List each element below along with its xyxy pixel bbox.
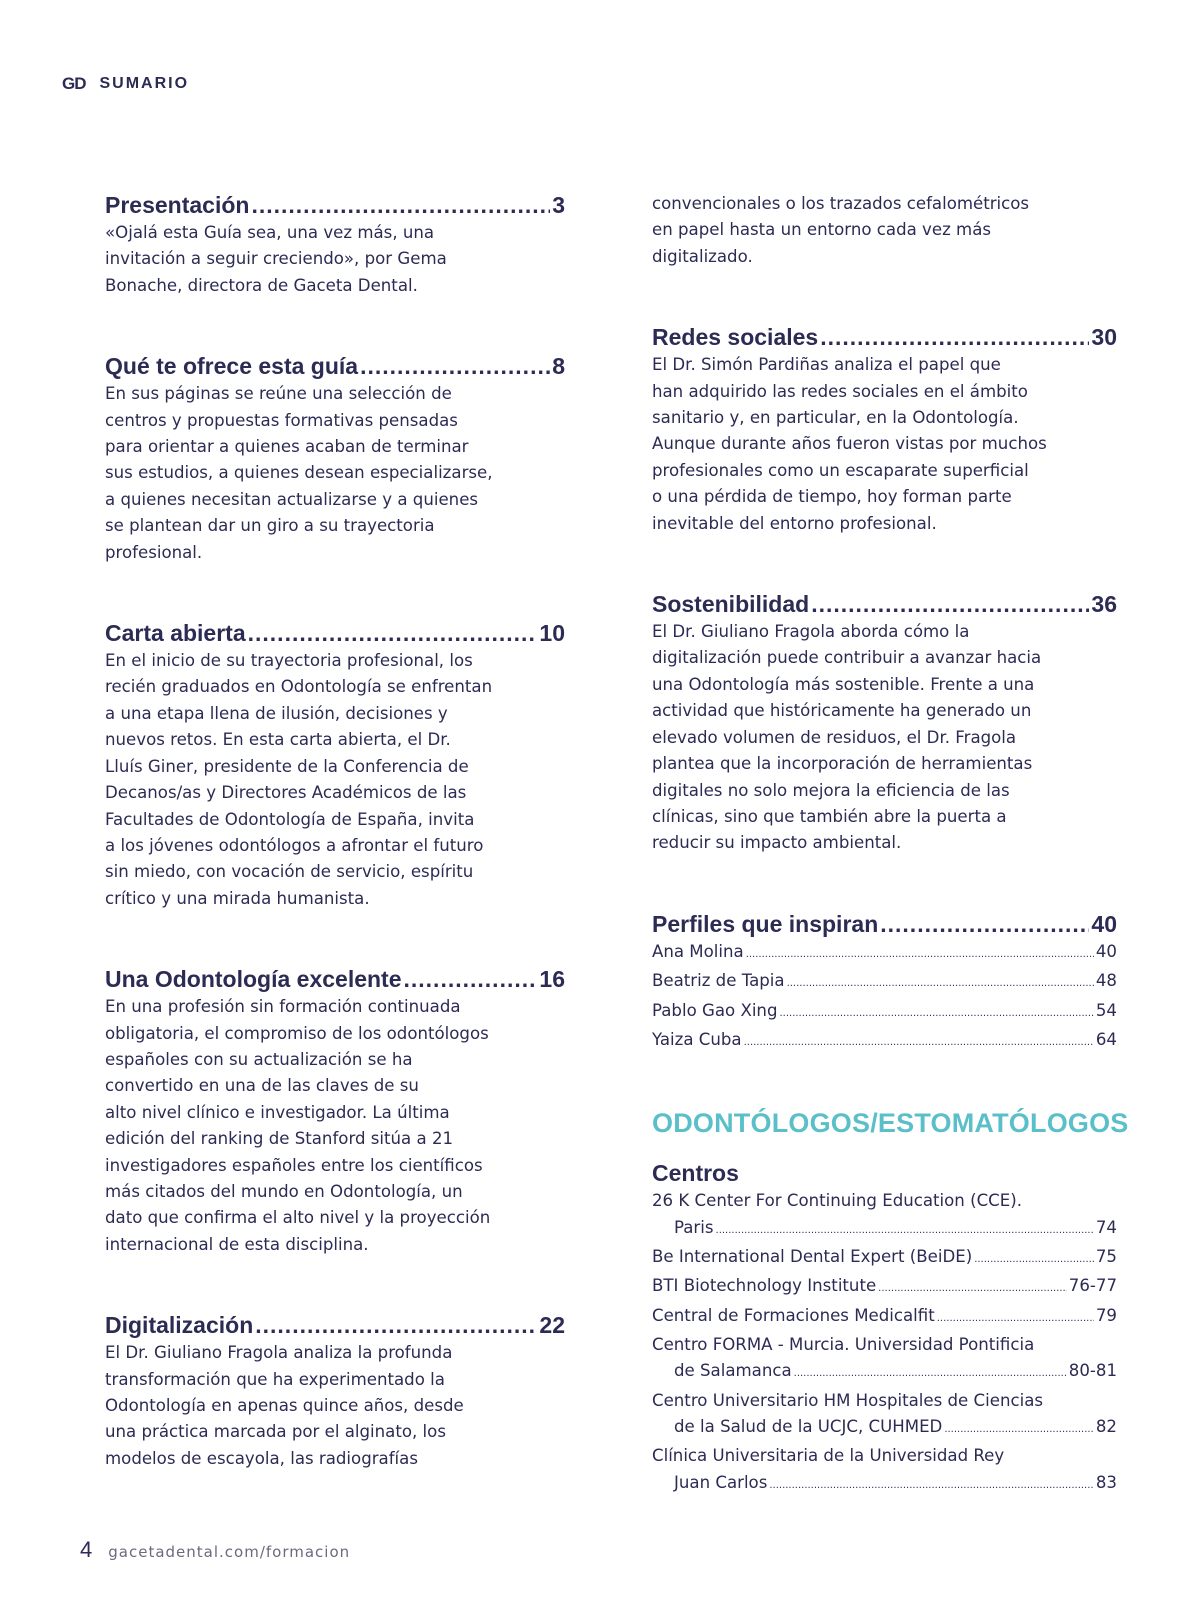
perfil-item[interactable]: Beatriz de Tapia ..... 48 bbox=[652, 968, 1117, 997]
entry-description: El Dr. Giuliano Fragola analiza la profunda transformación que ha experimentado la Odontología en apenas quince años, desde una práctica marcada por el alginato, los modelos de escayola, las radiografías bbox=[105, 1343, 464, 1468]
centros-title: Centros bbox=[652, 1160, 739, 1187]
perfil-item[interactable]: Pablo Gao Xing ..... 54 bbox=[652, 998, 1117, 1027]
right-column bbox=[652, 190, 1129, 1499]
entry-description: El Dr. Giuliano Fragola aborda cómo la digitalización puede contribuir a avanzar hacia una Odontología más sostenible. Frente a una actividad que históricamente ha generado un elevado volumen de residuos, el Dr. Fragola plantea que la incorporación de herramientas digitales no solo mejora la eficiencia de las clínicas, sino que también abre la puerta a reducir su impacto ambiental. bbox=[652, 622, 1042, 853]
centro-item-first-line[interactable]: 26 K Center For Continuing Education (CCE). bbox=[652, 1191, 1022, 1211]
toc-entry[interactable] bbox=[105, 1310, 565, 1472]
toc-entry[interactable] bbox=[105, 351, 565, 566]
entry-title[interactable]: Carta abierta ..... 10 bbox=[105, 618, 565, 648]
gd-logo: GD bbox=[62, 74, 86, 93]
toc-entry[interactable] bbox=[652, 322, 1117, 537]
entry-description: En el inicio de su trayectoria profesional, los recién graduados en Odontología se enfrentan a una etapa llena de ilusión, decisiones y nuevos retos. En esta carta abierta, el Dr. Lluís Giner, presidente de la Conferencia de Decanos/as y Directores Académicos de las Facultades de Odontología de España, invita a los jóvenes odontólogos a afrontar el futuro sin miedo, con vocación de servicio, espíritu crítico y una mirada humanista. bbox=[105, 651, 493, 908]
centro-item-first-line[interactable]: Centro Universitario HM Hospitales de Ciencias bbox=[652, 1390, 1044, 1410]
centro-item[interactable]: Central de Formaciones Medicalfit ..... 79 bbox=[652, 1303, 1117, 1332]
footer-url[interactable]: gacetadental.com/formacion bbox=[108, 1543, 351, 1561]
left-column bbox=[105, 190, 565, 1472]
centro-item[interactable]: de la Salud de la UCJC, CUHMED ..... 82 bbox=[652, 1414, 1117, 1443]
centro-item[interactable]: BTI Biotechnology Institute ..... 76-77 bbox=[652, 1273, 1117, 1302]
entry-description: «Ojalá esta Guía sea, una vez más, una invitación a seguir creciendo», por Gema Bonache, directora de Gaceta Dental. bbox=[105, 223, 447, 295]
entry-title[interactable]: Qué te ofrece esta guía ..... 8 bbox=[105, 351, 565, 381]
centro-item-first-line[interactable]: Centro FORMA - Murcia. Universidad Pontificia bbox=[652, 1335, 1035, 1355]
centros-list bbox=[652, 1188, 1117, 1499]
entry-description: En sus páginas se reúne una selección de centros y propuestas formativas pensadas para orientar a quienes acaban de terminar sus estudios, a quienes desean especializarse, a quienes necesitan actualizarse y a quienes se plantean dar un giro a su trayectoria profesional. bbox=[105, 384, 493, 562]
toc-entry[interactable] bbox=[105, 964, 565, 1258]
entry-description: El Dr. Simón Pardiñas analiza el papel que han adquirido las redes sociales en el ámbito sanitario y, en particular, en la Odontología. Aunque durante años fueron vistas por muchos profesionales como un escaparate superficial o una pérdida de tiempo, hoy forman parte inevitable del entorno profesional. bbox=[652, 355, 1047, 533]
toc-entry[interactable] bbox=[652, 589, 1117, 857]
page-number: 4 bbox=[80, 1537, 93, 1562]
entry-title[interactable]: Redes sociales ..... 30 bbox=[652, 322, 1117, 352]
odontologos-heading: ODONTÓLOGOS/ESTOMATÓLOGOS bbox=[652, 1108, 1129, 1139]
entry-title[interactable]: Digitalización ..... 22 bbox=[105, 1310, 565, 1340]
centro-item[interactable]: Be International Dental Expert (BeiDE) ..... 75 bbox=[652, 1244, 1117, 1273]
toc-entry[interactable] bbox=[105, 190, 565, 299]
page-footer bbox=[80, 1537, 350, 1563]
entry-title[interactable]: Presentación ..... 3 bbox=[105, 190, 565, 220]
entry-description-continuation: convencionales o los trazados cefalométricos en papel hasta un entorno cada vez más digitalizado. bbox=[652, 194, 1030, 266]
centro-item[interactable]: de Salamanca ..... 80-81 bbox=[652, 1358, 1117, 1387]
entry-title[interactable]: Perfiles que inspiran ..... 40 bbox=[652, 909, 1117, 939]
centro-item[interactable]: Paris ..... 74 bbox=[652, 1215, 1117, 1244]
toc-entry[interactable] bbox=[105, 618, 565, 912]
entry-title[interactable]: Sostenibilidad ..... 36 bbox=[652, 589, 1117, 619]
perfil-item[interactable]: Ana Molina ..... 40 bbox=[652, 939, 1117, 968]
entry-title[interactable]: Una Odontología excelente ..... 16 bbox=[105, 964, 565, 994]
entry-description: En una profesión sin formación continuada obligatoria, el compromiso de los odontólogos españoles con su actualización se ha convertido en una de las claves de su alto nivel clínico e investigador. La última edición del ranking de Stanford sitúa a 21 investigadores españoles entre los científicos más citados del mundo en Odontología, un dato que confirma el alto nivel y la proyección internacional de esta disciplina. bbox=[105, 997, 491, 1254]
page-header bbox=[62, 74, 189, 94]
section-label: SUMARIO bbox=[99, 75, 190, 92]
centro-item[interactable]: Juan Carlos ..... 83 bbox=[652, 1470, 1117, 1499]
toc-entry-perfiles[interactable] bbox=[652, 909, 1117, 1057]
perfil-item[interactable]: Yaiza Cuba ..... 64 bbox=[652, 1027, 1117, 1056]
centro-item-first-line[interactable]: Clínica Universitaria de la Universidad Rey bbox=[652, 1446, 1005, 1466]
